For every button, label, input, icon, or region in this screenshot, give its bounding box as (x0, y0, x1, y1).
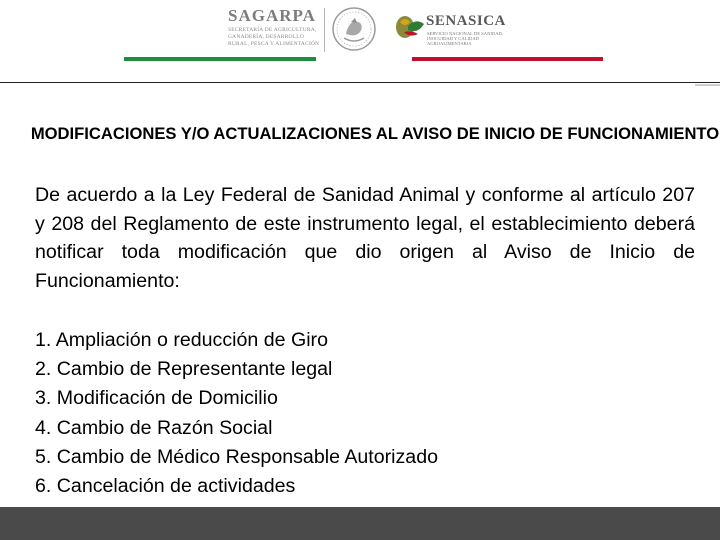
header-rule-accent (695, 84, 720, 86)
list-item: 6. Cancelación de actividades (35, 475, 296, 498)
sagarpa-title: SAGARPA (228, 6, 316, 25)
slide-title: MODIFICACIONES Y/O ACTUALIZACIONES AL AVISO DE INICIO DE FUNCIONAMIENTO (30, 124, 720, 143)
green-accent-bar (124, 57, 316, 61)
list-item: 1. Ampliación o reducción de Giro (35, 329, 328, 351)
senasica-title: SENASICA (426, 13, 506, 29)
list-item: 4. Cambio de Razón Social (35, 416, 273, 439)
list-item: 5. Cambio de Médico Responsable Autorizado (35, 445, 439, 468)
header (0, 0, 720, 90)
sagarpa-subtitle: SECRETARÍA DE AGRICULTURA, GANADERÍA, DESARROLLO RURAL, PESCA Y ALIMENTACIÓN (228, 27, 320, 48)
list-item: 2. Cambio de Representante legal (35, 358, 333, 381)
footer-bar (0, 507, 720, 540)
list-item: 3. Modificación de Domicilio (35, 387, 278, 410)
sagarpa-logo (228, 6, 323, 54)
logo-divider (324, 8, 325, 52)
modification-list (35, 326, 695, 501)
intro-paragraph: De acuerdo a la Ley Federal de Sanidad Animal y conforme al artículo 207 y 208 del Reglamento de este instrumento legal, el establecimiento deberá notificar toda modificación que dio origen al Aviso de Inicio de Funcionamiento: (35, 184, 695, 292)
header-rule (0, 82, 720, 83)
red-accent-bar (412, 57, 603, 61)
senasica-subtitle: SERVICIO NACIONAL DE SANIDAD, INOCUIDAD Y CALIDAD AGROALIMENTARIA (427, 31, 504, 46)
mexico-seal-icon (331, 6, 377, 52)
senasica-emblem-icon (394, 12, 426, 42)
